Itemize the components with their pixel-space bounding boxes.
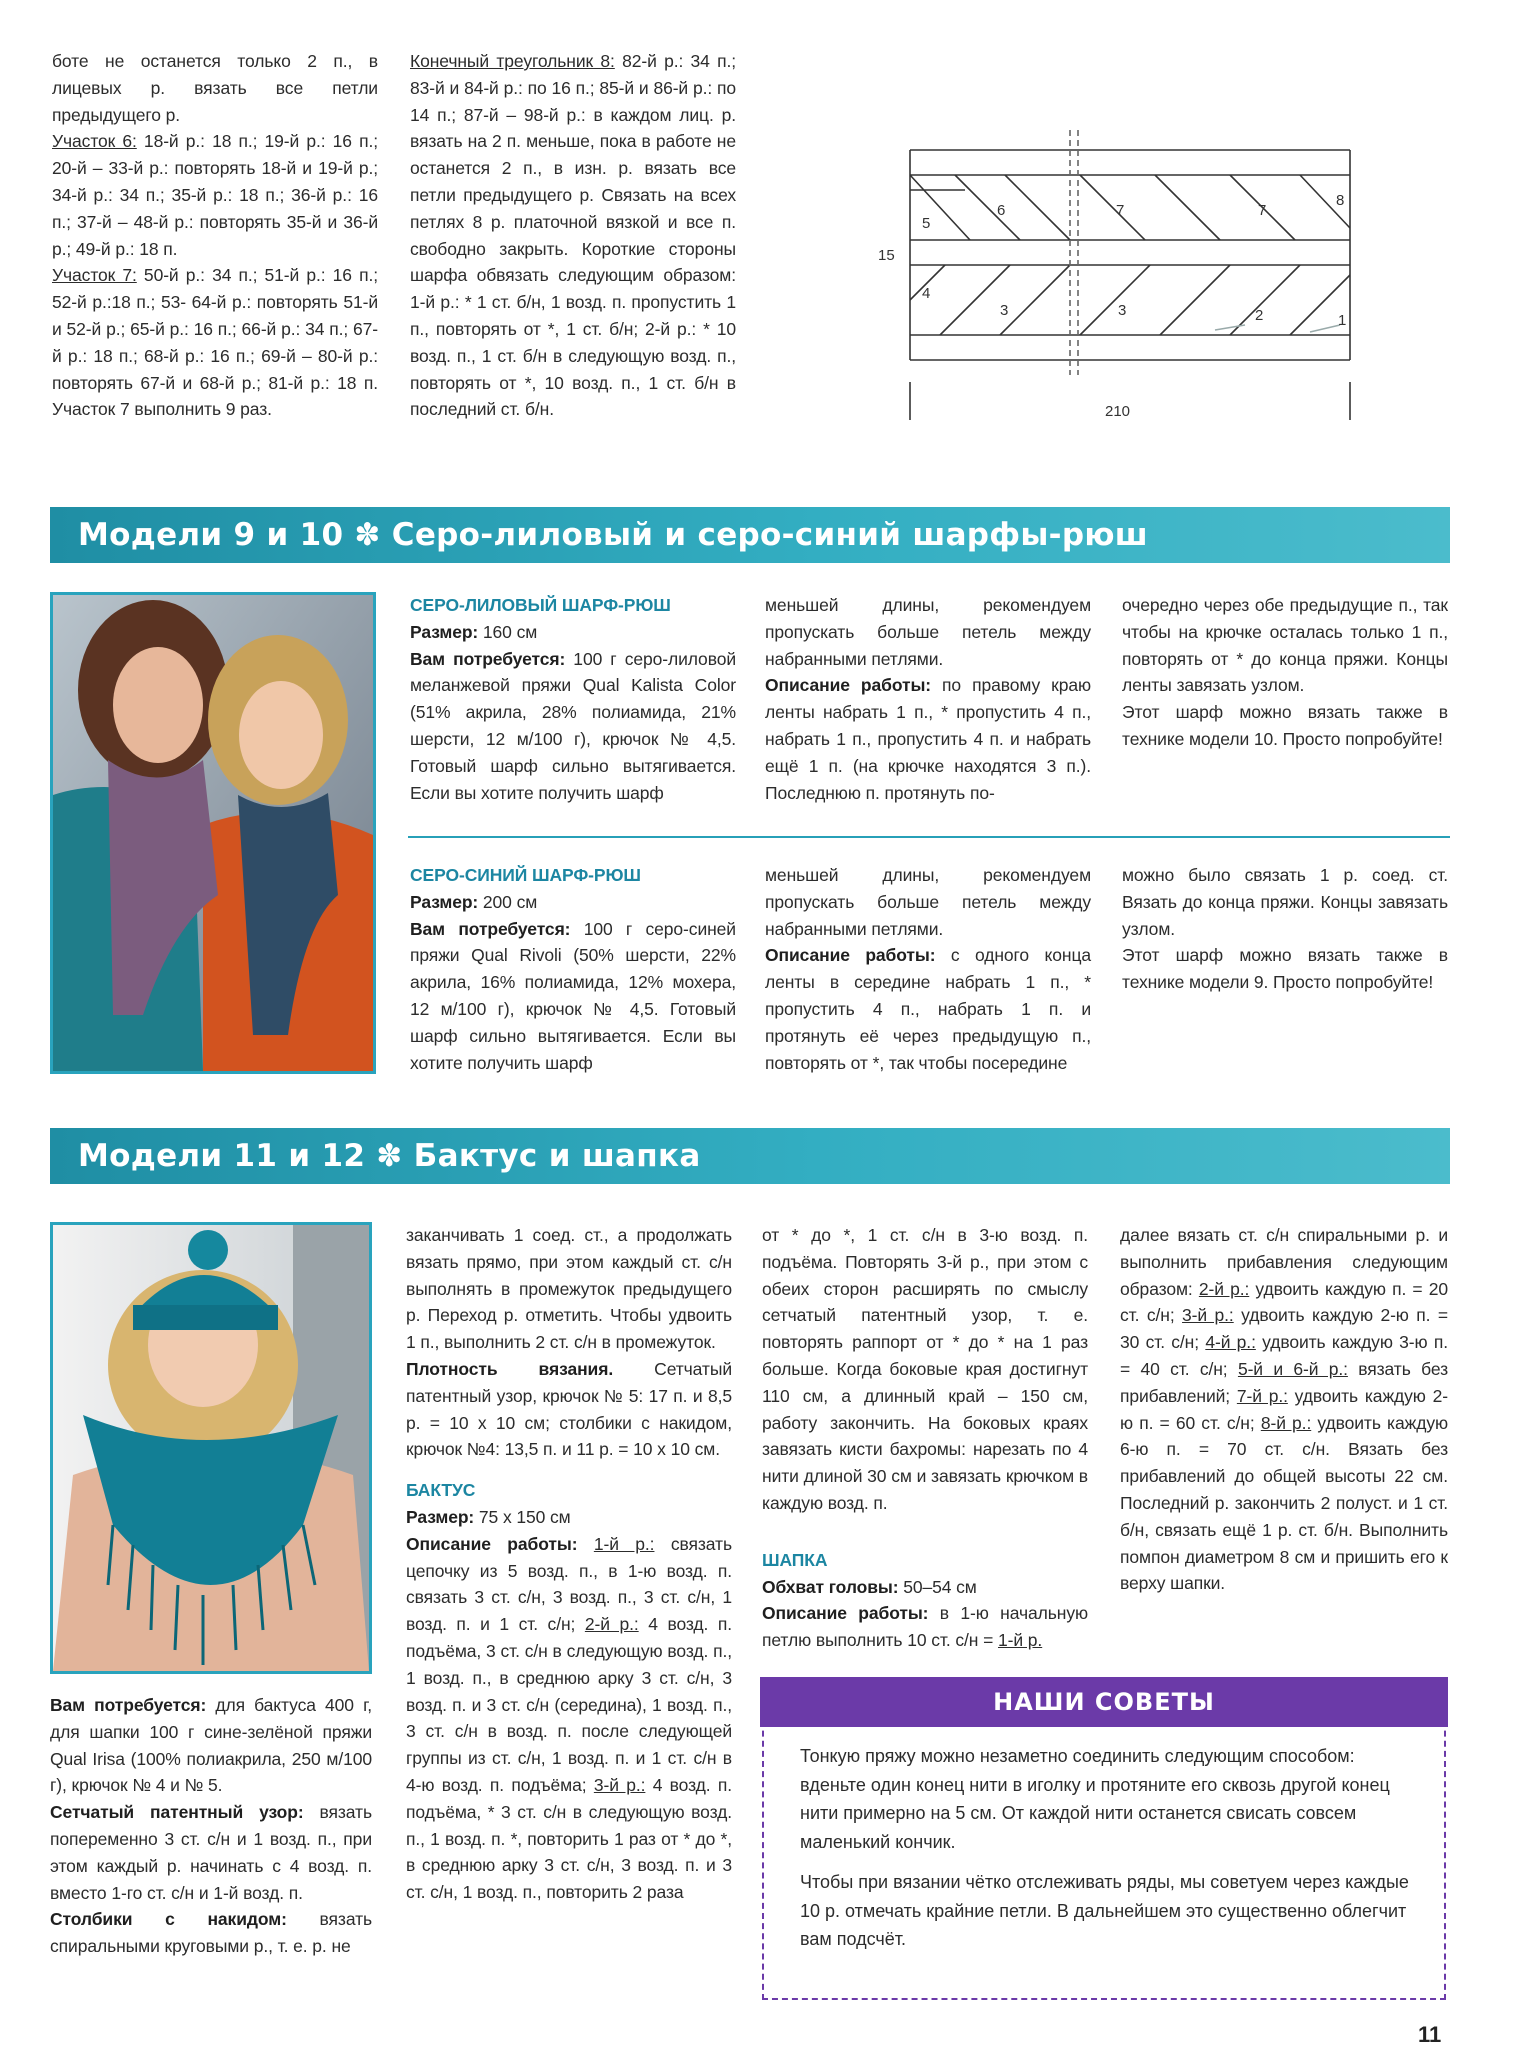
diagram-section-8: 8 (1336, 192, 1345, 209)
tips-heading: НАШИ СОВЕТЫ (760, 1677, 1448, 1727)
diagram-section-4: 4 (922, 285, 931, 302)
section-1-title: Модели 9 и 10 ✽ Серо-лиловый и серо-синий шарфы-рюш (50, 507, 1450, 563)
diagram-height-label: 15 (878, 247, 895, 264)
hat-col-4: далее вязать ст. с/н спиральными р. и выполнить прибавления следующим образом: 2-й р.: удвоить каждую п. = 20 ст. с/н; 3-й р.: удвоить каждую 2-ю п. = 30 ст. с/н; 4-й р.: удвоить каждую 3-ю п. = 40 ст. с/н; 5-й и 6-й р.: вязать без прибавлений; 7-й р.: удвоить каждую 2-ю п. = 60 ст. с/н; 8-й р.: удвоить каждую 6-ю п. = 70 ст. с/н. Вязать без прибавлений до общей высоты 22 см. Последний р. закончить 2 полуст. и 1 ст. б/н, связать ещё 1 р. ст. б/н. Выполнить помпон диаметром 8 см и пришить его к верху шапки. (1120, 1225, 1449, 1594)
scarf-b-col-3: можно было связать 1 р. соед. ст. Вязать до конца пряжи. Концы завязать узлом. Этот шарф можно вязать также в технике модели 9. Просто попробуйте! (1122, 865, 1448, 993)
top-col-2 (410, 48, 736, 423)
tips-paragraph-2: Чтобы при вязании чётко отслеживать ряды, мы советуем через каждые 10 р. отмечать крайние петли. В дальнейшем это существенно облегчит вам подсчёт. (800, 1872, 1409, 1949)
tips-paragraph-1: Тонкую пряжу можно незаметно соединить следующим способом: вденьте один конец нити в иголку и протяните его сквозь другой конец нити примерно на 5 см. От каждой нити останется свисать совсем маленький кончик. (800, 1746, 1390, 1852)
diagram-section-7b: 7 (1258, 202, 1267, 219)
diagram-section-5: 5 (922, 215, 931, 232)
scarf-b-col-1: СЕРО-СИНИЙ ШАРФ-РЮШ Размер: 200 см Вам потребуется: 100 г серо-синей пряжи Qual Rivoli (50% шерсти, 22% акрила, 16% полиамида, 12% мохера, 12 м/100 г), крючок № 4,5. Готовый шарф сильно вытягивается. Если вы хотите получить шарф (410, 862, 736, 1076)
diagram-section-3b: 3 (1118, 302, 1127, 319)
baktus-col-2: заканчивать 1 соед. ст., а продолжать вязать прямо, при этом каждый ст. с/н выполнять в промежуток предыдущего р. Переход р. отметить. Чтобы удвоить 1 п., выполнить 2 ст. с/н в промежуток. Плотность вязания. Сетчатый патентный узор, крючок № 5: 17 п. и 8,5 р. = 10 x 10 см; столбики с накидом, крючок №4: 13,5 п. и 11 р. = 10 x 10 см. БАКТУС Размер: 75 x 150 см Описание работы: 1-й р.: связать цепочку из 5 возд. п., в 1-ю возд. п. связать 3 ст. с/н, 3 возд. п., 3 ст. с/н, 1 возд. п. и 1 ст. с/н; 2-й р.: 4 возд. п. подъёма, 3 ст. с/н в следующую возд. п., 1 возд. п., в среднюю арку 3 ст. с/н, 3 возд. п. и 3 ст. с/н (середина), 1 возд. п., 3 ст. с/н в возд. п. после следующей группы из ст. с/н, 1 возд. п. и 1 ст. с/н в 4-ю возд. п. подъёма; 3-й р.: 4 возд. п. подъёма, * 3 ст. с/н в следующую возд. п., 1 возд. п. *, повторить 1 раз от * до *, в среднюю арку 3 ст. с/н, 3 возд. п. и 3 ст. с/н, 1 возд. п., повторить 2 раза (406, 1225, 732, 1903)
scarf-a-col-1: СЕРО-ЛИЛОВЫЙ ШАРФ-РЮШ Размер: 160 см Вам потребуется: 100 г серо-лиловой меланжевой пряжи Qual Kalista Color (51% акрила, 28% полиамида, 21% шерсти, 12 м/100 г), крючок № 4,5. Готовый шарф сильно вытягивается. Если вы хотите получить шарф (410, 592, 736, 806)
section-6: Участок 6: 18-й р.: 18 п.; 19-й р.: 16 п.; 20-й – 33-й р.: повторять 18-й и 19-й р.; 34-й р.: 34 п.; 35-й р.: 18 п.; 36-й р.: 16 п.; 37-й – 48-й р.: повторять 35-й и 36-й р.; 49-й р.: 18 п. (52, 131, 378, 259)
section-2-title: Модели 11 и 12 ✽ Бактус и шапка (50, 1128, 1450, 1184)
baktus-heading: БАКТУС (406, 1480, 476, 1501)
end-triangle-label: Конечный треугольник 8: (410, 51, 615, 71)
diagram-section-3a: 3 (1000, 302, 1009, 319)
scarf-b-col-2: меньшей длины, рекомендуем пропускать больше петель между набранными петлями. Описание работы: с одного конца ленты в середине набрать 1 п., * пропустить 4 п., набрать 1 п. и протянуть её через предыдущую п., повторять от *, так чтобы посередине (765, 865, 1091, 1073)
hat-heading: ШАПКА (762, 1549, 828, 1570)
section-6-label: Участок 6: (52, 131, 137, 152)
scarf-a-col-2: меньшей длины, рекомендуем пропускать больше петель между набранными петлями. Описание работы: по правому краю ленты набрать 1 п., * пропустить 4 п., набрать 1 п., пропустить 4 п. и набрать ещё 1 п. (на крючке находятся 3 п.). Последнюю п. протянуть по- (765, 595, 1091, 803)
divider-line (408, 836, 1450, 838)
page-number: 11 (1418, 2022, 1442, 2047)
tips-text (800, 1742, 1410, 1966)
photo-scarves (50, 592, 376, 1074)
section-7-label: Участок 7: (52, 265, 137, 286)
baktus-col-3: от * до *, 1 ст. с/н в 3-ю возд. п. подъёма. Повторять 3-й р., при этом с обеих сторон расширять по смыслу сетчатый патентный узор, т. е. повторять раппорт от * до * на 1 раз больше. Когда боковые края достигнут 110 см, а длинный край – 150 см, работу закончить. На боковых краях завязать кисти бахромы: нарезать по 4 нити длиной 30 см и завязать крючком в каждую возд. п. ШАПКА Обхват головы: 50–54 см Описание работы: в 1-ю начальную петлю выполнить 10 ст. с/н = 1-й р. (762, 1225, 1088, 1651)
section-7: Участок 7: 50-й р.: 34 п.; 51-й р.: 16 п.; 52-й р.:18 п.; 53- 64-й р.: повторять 51-й и 52-й р.; 65-й р.: 16 п.; 66-й р.: 34 п.; 67-й р.: 18 п.; 68-й р.: 16 п.; 69-й – 80-й р.: повторять 67-й и 68-й р.; 81-й р.: 18 п. Участок 7 выполнить 9 раз. (52, 265, 378, 420)
scarf-diagram (870, 120, 1390, 430)
woman-in-baktus-image (53, 1225, 369, 1671)
scarf-a-heading: СЕРО-ЛИЛОВЫЙ ШАРФ-РЮШ (410, 595, 671, 615)
diagram-width-label: 210 (1105, 403, 1131, 420)
diagram-section-7a: 7 (1116, 202, 1125, 219)
women-in-scarves-image (53, 595, 373, 1071)
scarf-a-col-3: очередно через обе предыдущие п., так чтобы на крючке осталась только 1 п., повторять от * до конца пряжи. Концы ленты завязать узлом. Этот шарф можно вязать также в технике модели 10. Просто попробуйте! (1122, 595, 1448, 749)
diagram-section-1: 1 (1338, 312, 1347, 329)
end-triangle: Конечный треугольник 8: 82-й р.: 34 п.; 83-й и 84-й р.: по 16 п.; 85-й и 86-й р.: по 14 п.; 87-й – 98-й р.: в каждом лиц. р. вязать на 2 п. меньше, пока в работе не останется 2 п., в изн. р. вязать все петли предыдущего р. Связать на всех петлях 8 р. платочной вязкой и все п. свободно закрыть. Короткие стороны шарфа обвязать следующим образом: 1-й р.: * 1 ст. б/н, 1 возд. п. пропустить 1 п., повторять от *, 1 ст. б/н; 2-й р.: * 10 возд. п., 1 ст. б/н в следующую возд. п., повторять от *, 10 возд. п., 1 ст. б/н в последний ст. б/н. (410, 51, 737, 420)
diagram-section-6: 6 (997, 202, 1006, 219)
top-col1-p1: боте не останется только 2 п., в лицевых р. вязать все петли предыдущего р. (52, 51, 378, 125)
baktus-col-1: Вам потребуется: для бактуса 400 г, для шапки 100 г сине-зелёной пряжи Qual Irisa (100% полиакрила, 250 м/100 г), крючок № 4 и № 5. Сетчатый патентный узор: вязать попеременно 3 ст. с/н и 1 возд. п., при этом каждый р. начинать с 4 возд. п. вместо 1-го ст. с/н и 1-й возд. п. Столбики с накидом: вязать спиральными круговыми р., т. е. р. не (50, 1695, 372, 1957)
top-col-1 (52, 48, 378, 423)
diagram-section-2: 2 (1255, 307, 1264, 324)
scarf-b-heading: СЕРО-СИНИЙ ШАРФ-РЮШ (410, 865, 641, 885)
photo-baktus-hat (50, 1222, 372, 1674)
